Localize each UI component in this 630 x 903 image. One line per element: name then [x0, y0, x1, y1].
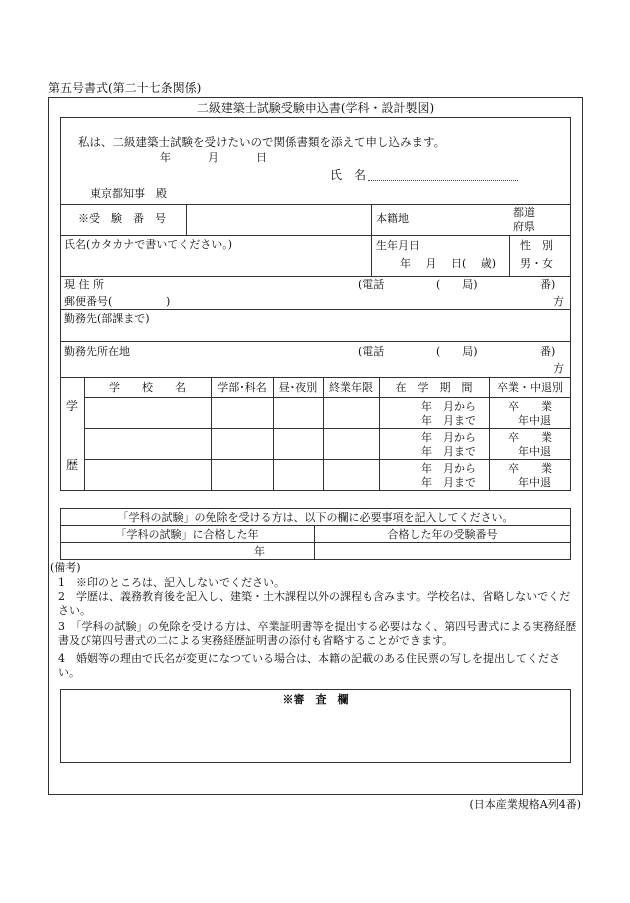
edu-row1-to: 年 月まで	[421, 414, 476, 427]
addressee: 東京都知事 殿	[90, 187, 167, 200]
edu-row2-from: 年 月から	[421, 431, 476, 444]
phone-label: (電話	[358, 278, 385, 291]
exemption-number-field[interactable]	[315, 543, 570, 559]
edu-row2-grad: 卒 業	[508, 431, 552, 444]
date-month: 月	[208, 151, 219, 164]
remarks-title: (備考)	[50, 561, 81, 574]
birth-label: 生年月日	[376, 239, 420, 252]
exemption-header: 「学科の試験」の免除を受ける方は、以下の欄に必要事項を記入してください。	[117, 511, 514, 524]
phone-ban: 番)	[540, 278, 556, 291]
review-label: ※審 査 欄	[282, 693, 349, 706]
sex-label: 性 別	[520, 239, 553, 252]
edu-row1-from: 年 月から	[421, 400, 476, 413]
application-table	[60, 117, 571, 491]
birth-fields: 年 月 日( 歳)	[400, 257, 497, 270]
signature-line[interactable]	[368, 180, 518, 181]
honseki-label: 本籍地	[376, 212, 409, 225]
address-kata: 方	[553, 295, 564, 308]
work-phone-kyoku: ( 局)	[436, 345, 478, 358]
work-kata: 方	[553, 362, 564, 375]
exemption-year-label: 「学科の試験」に合格した年	[115, 528, 259, 541]
exemption-number-label: 合格した年の受験番号	[387, 528, 498, 541]
edu-header-years: 終業年限	[329, 381, 373, 394]
exemption-year-field[interactable]: 年	[254, 545, 265, 558]
edu-side-top: 学	[66, 399, 79, 413]
remark-4: 4 婚姻等の理由で氏名が変更になつている場合は、本籍の記載のある住民票の写しを提出してください。	[58, 652, 560, 679]
edu-header-status: 卒業・中退別	[497, 381, 563, 394]
work-phone-ban: 番)	[540, 345, 556, 358]
footer-standard: (日本産業規格A列4番)	[469, 798, 581, 811]
address-label: 現 住 所	[64, 278, 104, 291]
form-label: 第五号書式(第二十七条関係)	[48, 81, 202, 95]
remark-1: 1 ※印のところは、記入しないでください。	[58, 576, 285, 589]
postal-close: )	[166, 295, 171, 308]
postal-label: 郵便番号(	[64, 295, 113, 308]
edu-side-bottom: 歴	[66, 458, 79, 472]
form-title: 二級建築士試験受験申込書(学科・設計製図)	[196, 101, 435, 115]
edu-row3-dropout: 年中退	[518, 476, 551, 489]
exam-number-field[interactable]	[186, 205, 371, 235]
edu-row1-dropout: 年中退	[518, 414, 551, 427]
remark-3: 3 「学科の試験」の免除を受ける方は、卒業証明書等を提出する必要はなく、第四号書式による実務経歴書及び第四号書式の二による実務経歴証明書の添付も省略することができます。	[58, 620, 577, 647]
name-label: 氏 名	[330, 168, 367, 182]
edu-header-faculty: 学部･科名	[217, 381, 267, 394]
work-phone-label: (電話	[358, 345, 385, 358]
edu-header-daynight: 昼･夜別	[278, 381, 318, 394]
edu-row3-to: 年 月まで	[421, 476, 476, 489]
remark-2: 2 学歴は、義務教育後を記入し、建築・土木課程以外の課程も含みます。学校名は、省略しないでください。	[58, 590, 571, 617]
date-day: 日	[256, 151, 267, 164]
phone-kyoku: ( 局)	[436, 278, 478, 291]
to-label: 都道	[513, 206, 535, 219]
edu-header-period: 在 学 期 間	[395, 381, 473, 394]
kana-name-label: 氏名(カタカナで書いてください。)	[64, 238, 233, 251]
edu-row3-grad: 卒 業	[508, 462, 552, 475]
work-address-label: 勤務先所在地	[64, 345, 130, 358]
edu-row2-dropout: 年中退	[518, 445, 551, 458]
date-year: 年	[160, 151, 171, 164]
work-label: 勤務先(部課まで)	[64, 312, 150, 325]
edu-row2-to: 年 月まで	[421, 445, 476, 458]
exam-number-label: ※受 験 番 号	[78, 212, 166, 225]
fuken-label: 府県	[513, 220, 535, 233]
edu-row1-grad: 卒 業	[508, 400, 552, 413]
sex-options: 男・女	[520, 257, 553, 270]
declaration-text: 私は、二級建築士試験を受けたいので関係書類を添えて申し込みます。	[78, 135, 446, 149]
edu-header-school: 学 校 名	[109, 381, 186, 394]
edu-row3-from: 年 月から	[421, 462, 476, 475]
